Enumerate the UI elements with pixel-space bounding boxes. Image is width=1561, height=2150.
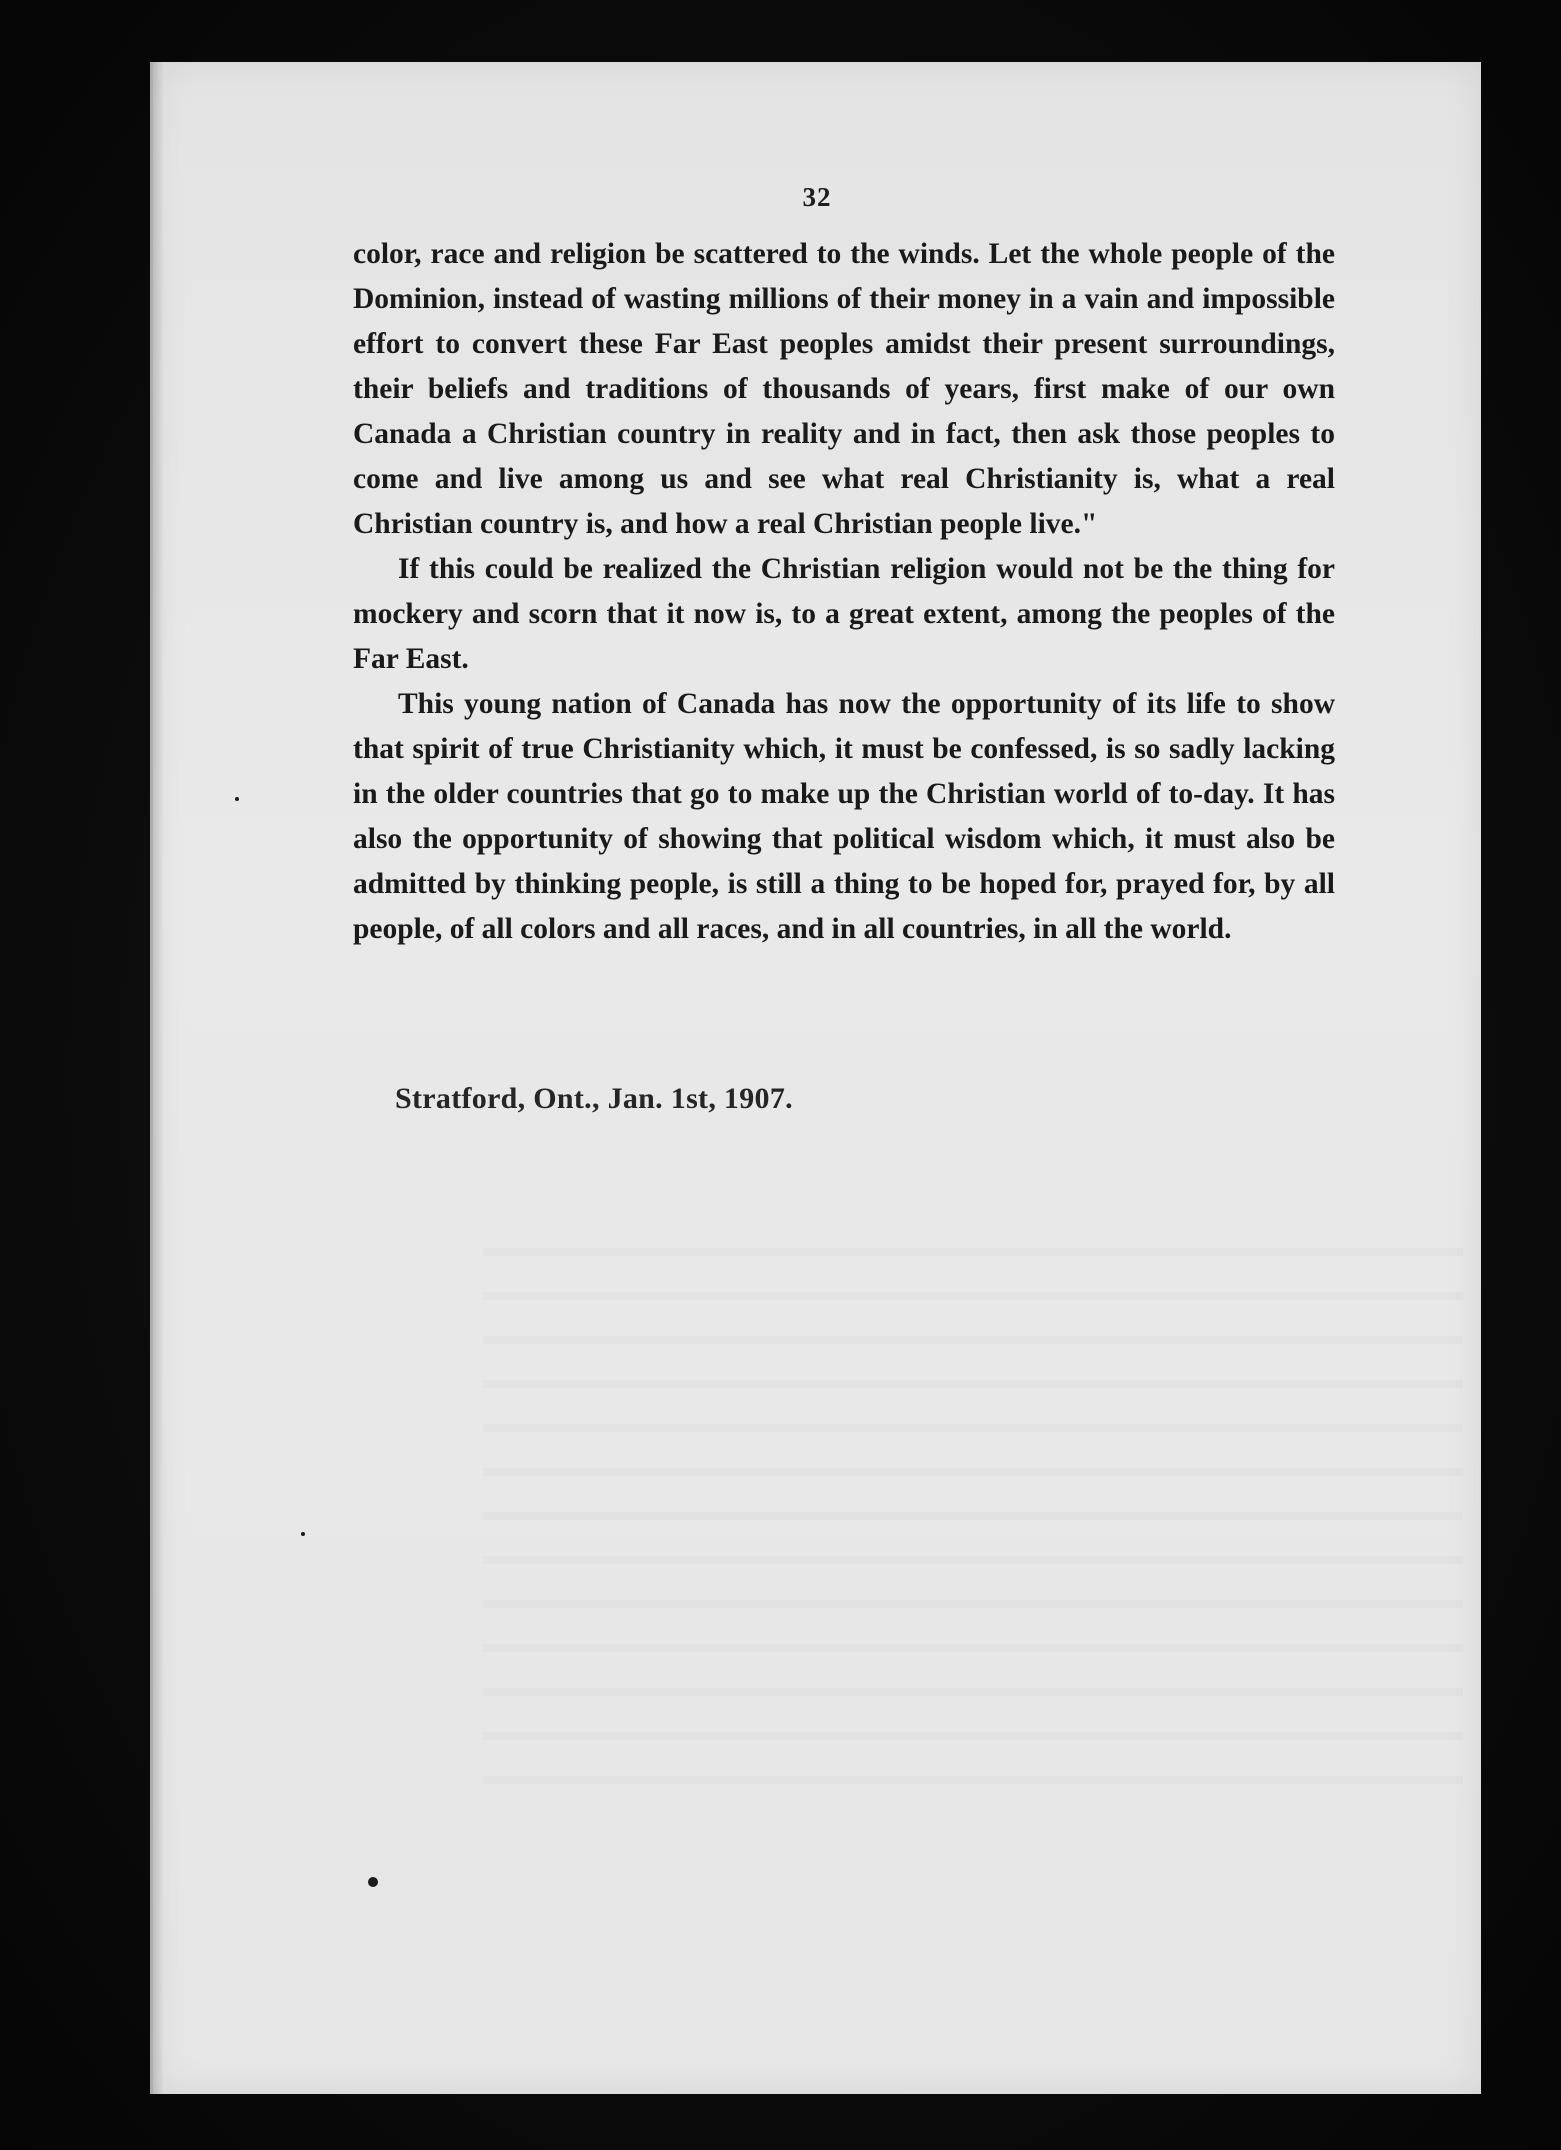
paragraph-2: If this could be realized the Christian religion would not be the thing for mockery and scorn that it now is, to a great extent, among the peoples of the Far East.	[353, 553, 1335, 675]
page-number: 32	[802, 182, 832, 212]
paragraph-1: color, race and religion be scattered to the winds. Let the whole people of the Dominion, instead of wasting millions of their money in a vain and impossible effort to convert these Far East peoples amidst their present surroundings, their beliefs and traditions of thousands of years, first make of our own Canada a Christian country in reality and in fact, then ask those peoples to come and live among us and see what real Christianity is, what a real Christian country is, and how a real Christian people live."	[353, 238, 1335, 540]
ink-speck	[301, 1532, 305, 1536]
paragraph-3: This young nation of Canada has now the opportunity of its life to show that spirit of true Christianity which, it must be confessed, is so sadly lacking in the older countries that go to make up the Christian world of to-day. It has also the opportunity of showing that political wisdom which, it must also be admitted by thinking people, is still a thing to be hoped for, prayed for, by all people, of all colors and all races, and in all countries, in all the world.	[353, 688, 1335, 945]
page-edge-shadow	[150, 62, 164, 2094]
ink-speck	[368, 1877, 378, 1887]
body-text	[353, 232, 1335, 952]
dateline: Stratford, Ont., Jan. 1st, 1907.	[395, 1082, 793, 1115]
document-page	[150, 62, 1481, 2094]
show-through-texture	[483, 1212, 1463, 1812]
ink-speck	[235, 797, 239, 801]
